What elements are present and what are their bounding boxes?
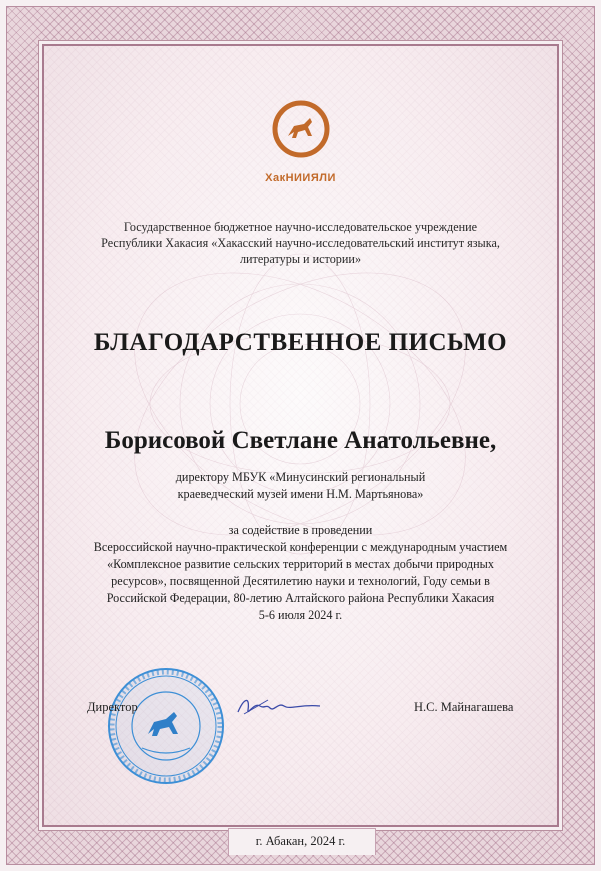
reason-line: «Комплексное развитие сельских территорий в местах добычи природных	[107, 557, 494, 571]
director-name: Н.С. Майнагашева	[414, 700, 514, 714]
document-title: БЛАГОДАРСТВЕННОЕ ПИСЬМО	[93, 329, 508, 356]
reason-line: за содействие в проведении	[228, 523, 373, 537]
official-seal-icon	[106, 666, 226, 786]
certificate-content	[42, 44, 559, 848]
place-and-year: г. Абакан, 2024 г.	[255, 834, 346, 848]
logo-text: ХакНИИЯЛИ	[265, 172, 336, 184]
horse-in-circle-icon	[272, 100, 330, 158]
reason-line: 5-6 июля 2024 г.	[258, 608, 343, 622]
reason-line: Российской Федерации, 80-летию Алтайского района Республики Хакасия	[106, 591, 495, 605]
award-reason	[42, 522, 559, 624]
reason-line: Всероссийской научно-практической конференции с международным участием	[93, 540, 508, 554]
director-label: Директор	[87, 700, 138, 714]
position-line: краеведческий музей имени Н.М. Мартьянова»	[177, 487, 424, 501]
handwritten-signature-icon	[234, 692, 324, 720]
recipient-name: Борисовой Светлане Анатольевне,	[104, 427, 497, 454]
organization-name	[42, 219, 559, 267]
organization-line: литературы и истории»	[239, 252, 362, 266]
organization-line: Государственное бюджетное научно-исследовательское учреждение	[123, 220, 478, 234]
organization-line: Республики Хакасия «Хакасский научно-исследовательский институт языка,	[101, 236, 500, 250]
position-line: директору МБУК «Минусинский региональный	[175, 470, 426, 484]
reason-line: ресурсов», посвященной Десятилетию науки и технологий, Году семьи в	[111, 574, 490, 588]
recipient-position	[42, 469, 559, 503]
